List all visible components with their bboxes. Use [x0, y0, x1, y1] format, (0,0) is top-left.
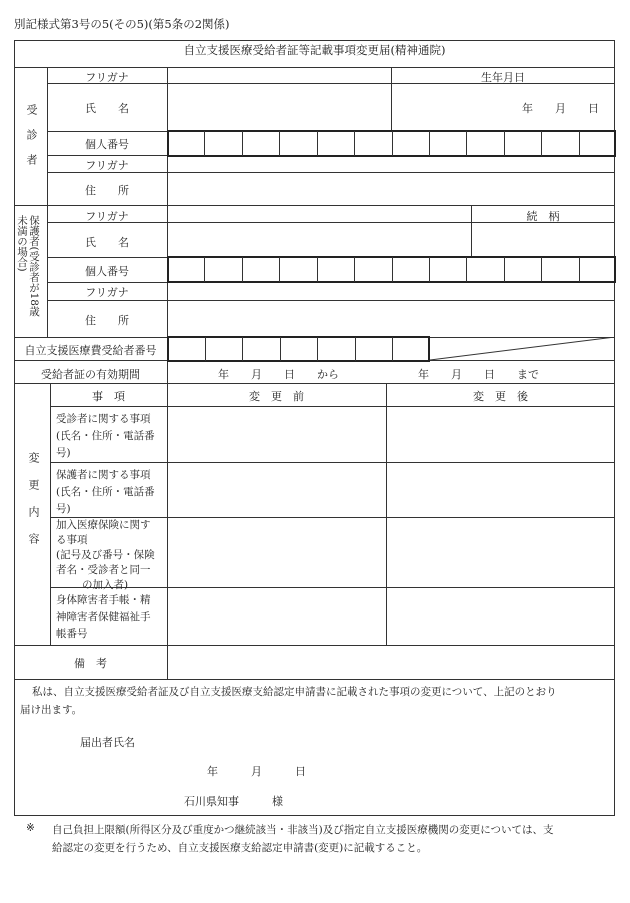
digit-box-divider	[279, 257, 280, 282]
change-item-patient: 受診者に関する事項 (氏名・住所・電話番 号)	[56, 413, 155, 459]
digit-box-divider	[242, 337, 243, 361]
applicant-name-label: 届出者氏名	[80, 736, 135, 749]
form-id: 別記様式第3号の5(その5)(第5条の2関係)	[14, 17, 230, 31]
digit-box-divider	[317, 337, 318, 361]
digit-box-divider	[504, 131, 505, 156]
digit-box-divider	[392, 131, 393, 156]
cert-diagonal	[430, 337, 615, 361]
guardian-furigana2-label: フリガナ	[85, 286, 129, 299]
guardian-name-label: 氏 名	[85, 236, 129, 249]
digit-box-divider	[466, 131, 467, 156]
digit-box-divider	[466, 257, 467, 282]
changes-section-label: 変更内容	[27, 452, 40, 560]
patient-furigana2-label: フリガナ	[85, 159, 129, 172]
guardian-mynumber-label: 個人番号	[85, 265, 129, 278]
digit-box-divider	[317, 257, 318, 282]
digit-box-divider	[280, 337, 281, 361]
digit-box-divider	[204, 257, 205, 282]
form-title: 自立支援医療受給者証等記載事項変更届(精神通院)	[183, 43, 446, 57]
digit-box-divider	[392, 337, 393, 361]
digit-box-divider	[541, 257, 542, 282]
addressee: 石川県知事 様	[184, 795, 283, 808]
digit-box-divider	[354, 131, 355, 156]
digit-box-divider	[204, 131, 205, 156]
col-after-header: 変 更 後	[473, 390, 528, 403]
digit-box-divider	[429, 131, 430, 156]
patient-name-label: 氏 名	[85, 102, 129, 115]
guardian-furigana-label: フリガナ	[85, 210, 129, 223]
validity-from: 年 月 日 から	[218, 368, 339, 381]
cert-number-boxes[interactable]	[167, 336, 430, 362]
guardian-section-label: 保護者(受診者が18歳未満の場合)	[16, 215, 40, 317]
digit-box-divider	[279, 131, 280, 156]
patient-furigana-label: フリガナ	[85, 71, 129, 84]
digit-box-divider	[317, 131, 318, 156]
digit-box-divider	[579, 131, 580, 156]
change-item-guardian: 保護者に関する事項 (氏名・住所・電話番 号)	[56, 469, 155, 515]
digit-box-divider	[242, 257, 243, 282]
footnote-line2: 給認定の変更を行うため、自立支援医療支給認定申請書(変更)に記載すること。	[52, 842, 428, 854]
validity-to: 年 月 日 まで	[418, 368, 539, 381]
patient-mynumber-label: 個人番号	[85, 138, 129, 151]
digit-box-divider	[392, 257, 393, 282]
patient-section-label: 受診者	[25, 104, 38, 179]
remarks-label: 備 考	[74, 657, 107, 670]
footnote-mark: ※	[26, 822, 35, 834]
declaration-date: 年 月 日	[207, 765, 306, 778]
digit-box-divider	[355, 337, 356, 361]
col-item-header: 事 項	[92, 390, 125, 403]
declaration-line1: 私は、自立支援医療受給者証及び自立支援医療支給認定申請書に記載された事項の変更について、上記のとおり	[32, 686, 557, 698]
birthdate-ymd: 年 月 日	[522, 102, 599, 115]
col-before-header: 変 更 前	[249, 390, 304, 403]
footnote-line1: 自己負担上限額(所得区分及び重度かつ継続該当・非該当)及び指定自立支援医療機関の変更については、支	[52, 824, 554, 836]
birthdate-label: 生年月日	[481, 71, 525, 84]
digit-box-divider	[354, 257, 355, 282]
validity-label: 受給者証の有効期間	[41, 368, 140, 381]
digit-box-divider	[242, 131, 243, 156]
declaration-line2: 届け出ます。	[20, 704, 83, 716]
digit-box-divider	[579, 257, 580, 282]
guardian-address-label: 住 所	[85, 314, 129, 327]
relation-label: 続 柄	[526, 210, 560, 223]
cert-number-label: 自立支援医療費受給者番号	[24, 344, 157, 357]
digit-box-divider	[541, 131, 542, 156]
digit-box-divider	[504, 257, 505, 282]
patient-address-label: 住 所	[85, 184, 129, 197]
change-item-insurance: 加入医療保険に関す る事項 (記号及び番号・保険 者名・受診者と同一 の加入者)	[56, 519, 155, 591]
digit-box-divider	[205, 337, 206, 361]
digit-box-divider	[429, 257, 430, 282]
change-item-handbook: 身体障害者手帳・精 神障害者保健福祉手 帳番号	[56, 594, 151, 640]
